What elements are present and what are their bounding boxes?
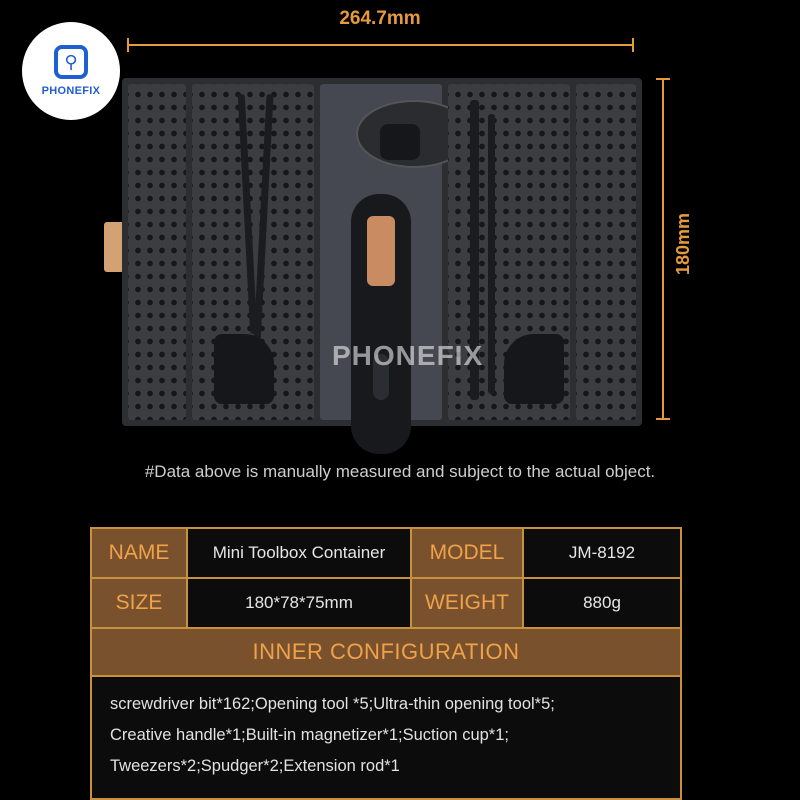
spec-table [90,527,682,800]
tweezers-2 [253,94,273,344]
screwdriver-handle [351,194,411,454]
handle-grip [367,216,395,286]
magnetizer [488,114,495,394]
weight-label: WEIGHT [412,579,524,627]
phonefix-logo [22,22,120,120]
tweezers [238,94,258,334]
phonefix-logo-icon: ⚲ [54,45,88,79]
model-value: JM-8192 [524,529,680,577]
logo-text: PHONEFIX [41,85,101,97]
spec-row-size [92,579,680,629]
name-label: NAME [92,529,188,577]
spudger-right [504,334,564,404]
inner-config-label: INNER CONFIGURATION [252,639,520,664]
watermark: PHONEFIX [332,340,484,371]
weight-value: 880g [524,579,680,627]
height-dimension-label: 180mm [673,212,693,276]
tweezer-panel [192,84,314,420]
toolbox-latch [104,222,124,272]
size-value: 180*78*75mm [188,579,412,627]
inner-config-line: screwdriver bit*162;Opening tool *5;Ultra-thin opening tool*5; [110,695,555,713]
inner-config-line: Creative handle*1;Built-in magnetizer*1;Suction cup*1; [110,726,509,744]
width-dimension-line [127,44,634,46]
width-dimension-label: 264.7mm [339,8,421,29]
inner-config-line: Tweezers*2;Spudger*2;Extension rod*1 [110,757,400,775]
size-label: SIZE [92,579,188,627]
spec-row-name [92,529,680,579]
bit-panel-right [576,84,636,420]
height-dimension-line [662,78,664,420]
model-label: MODEL [412,529,524,577]
measurement-note: #Data above is manually measured and subject to the actual object. [144,462,656,481]
toolbox-image [122,78,642,426]
inner-config-list [92,677,680,798]
bit-panel-left [128,84,186,420]
name-value: Mini Toolbox Container [188,529,412,577]
inner-config-header [92,629,680,677]
spudger-left [214,334,274,404]
